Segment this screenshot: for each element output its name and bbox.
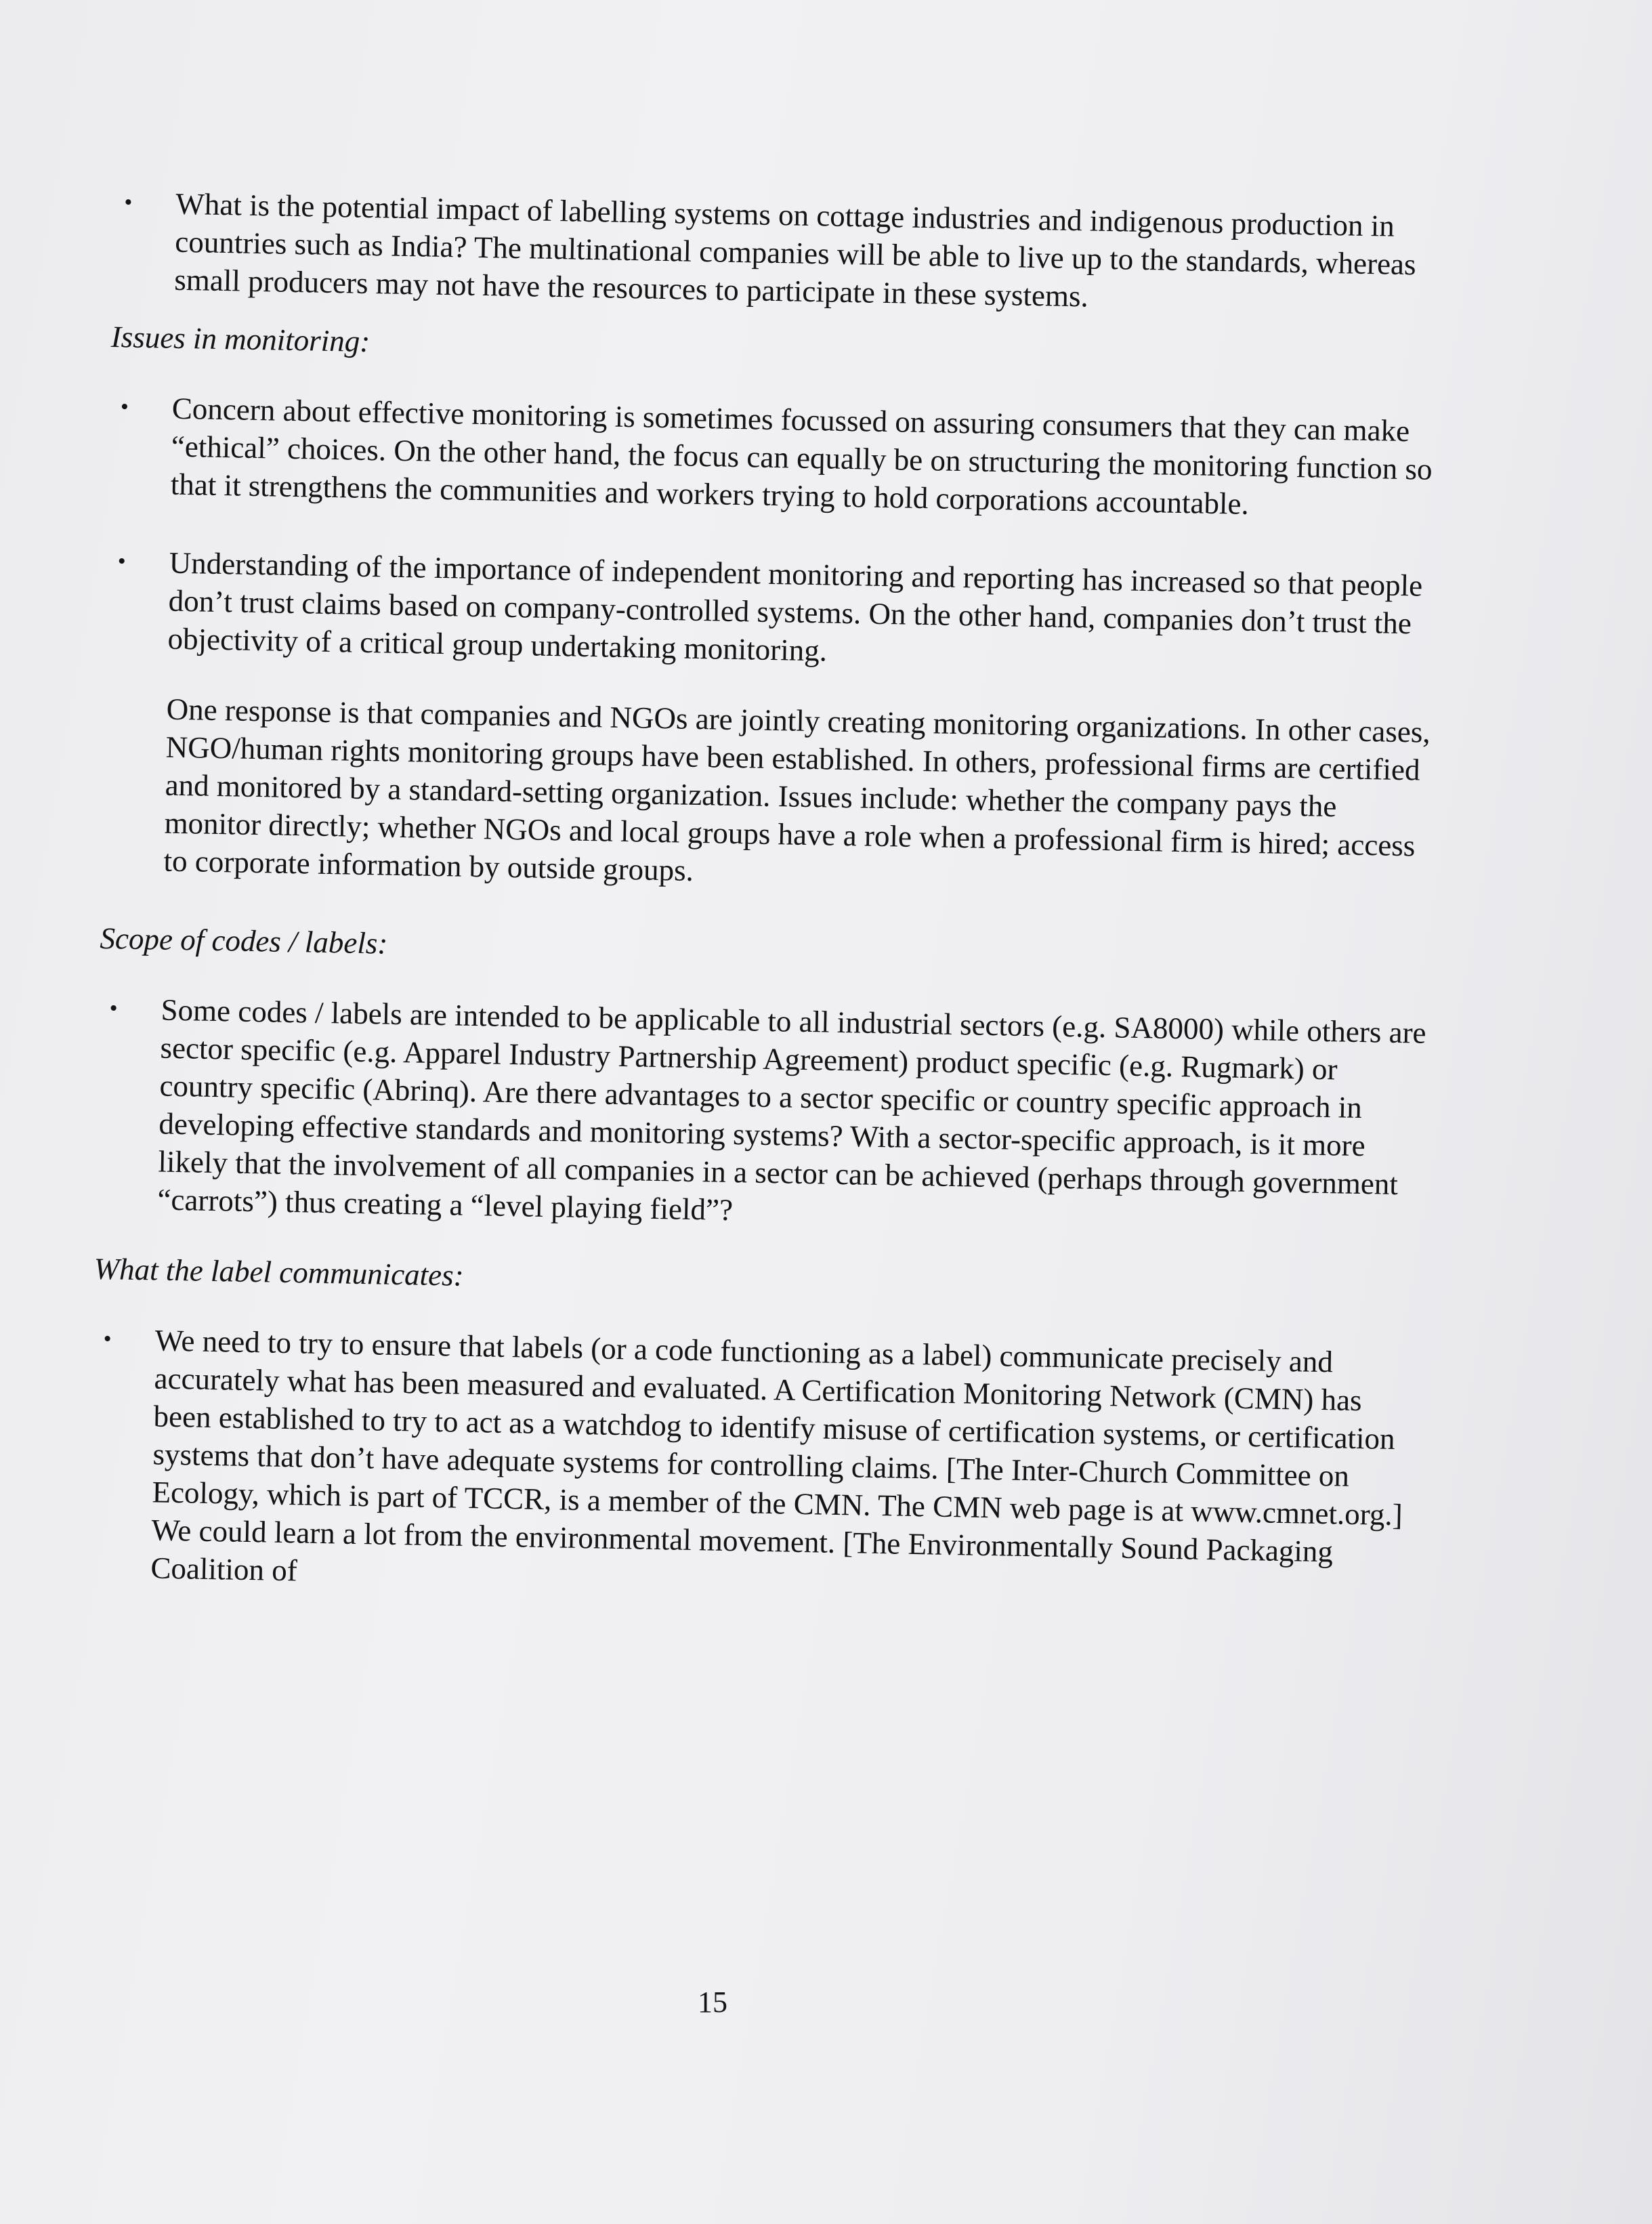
bullet-icon: • — [120, 394, 129, 420]
issues-heading: Issues in monitoring: — [110, 320, 370, 359]
page-body — [49, 183, 1443, 1610]
label-heading: What the label communicates: — [93, 1251, 465, 1293]
page-number: 15 — [698, 1986, 727, 2019]
bullet-icon: • — [117, 549, 127, 574]
issues-bullet-2-text: Understanding of the importance of independent monitoring and reporting has increased so that people don’t trust claims based on company-controlled systems. On the other hand, companies don’t trust the objectivity of a critical group undertaking monitoring. — [167, 545, 1423, 668]
intro-bullet-text: What is the potential impact of labelling systems on cottage industries and indigenous production in countries such as India? The multinational companies will be able to live up to the standards, whereas small producers may not have the resources to participate in these systems. — [173, 186, 1417, 314]
issues-paragraph: One response is that companies and NGOs are jointly creating monitoring organizations. In other cases, NGO/human rights monitoring groups have been established. In others, professional firms are certified and monitored by a standard-setting organization. Issues include: whether the company pays the monitor directly; whether NGOs and local groups have a role when a professional firm is hired; access to corporate information by outside groups. — [163, 692, 1431, 887]
list-item — [56, 989, 1428, 1242]
label-bullet-text: We need to try to ensure that labels (or a code functioning as a label) communicate precisely and accurately what has been measured and evaluated. A Certification Monitoring Network (CMN) has been established to try to act as a watchdog to identify misuse of certification systems, or certification systems that don’t have adequate systems for controlling claims. [The Inter-Church Committee on Ecology, which is part of TCCR, is a member of the CMN. The CMN web page is at www.cmnet.org.] We could learn a lot from the environmental movement. [The Environmentally Sound Packaging Coalition of — [150, 1323, 1403, 1588]
scope-heading: Scope of codes / labels: — [100, 921, 388, 961]
bullet-icon: • — [103, 1326, 112, 1352]
bullet-icon: • — [124, 190, 133, 215]
list-item — [49, 1320, 1422, 1610]
issues-bullet-1-text: Concern about effective monitoring is sometimes focussed on assuring consumers that they can make “ethical” choices. On the other hand, the focus can equally be on structuring the monitoring function so that it strengthens the communities and workers trying to hold corporations accountable. — [170, 391, 1433, 521]
scope-bullet-text: Some codes / labels are intended to be applicable to all industrial sectors (e.g. SA8000) while others are sector specific (e.g. Apparel Industry Partnership Agreement) product specific (e.g. Rugmark) or country specific (Abrinq). Are there advantages to a sector specific or country specific approach in developing effective standards and monitoring systems? With a sector-specific approach, is it more likely that the involvement of all companies in a sector can be achieved (perhaps through government “carrots”) thus creating a “level playing field”? — [157, 992, 1427, 1228]
bullet-icon: • — [109, 996, 118, 1022]
